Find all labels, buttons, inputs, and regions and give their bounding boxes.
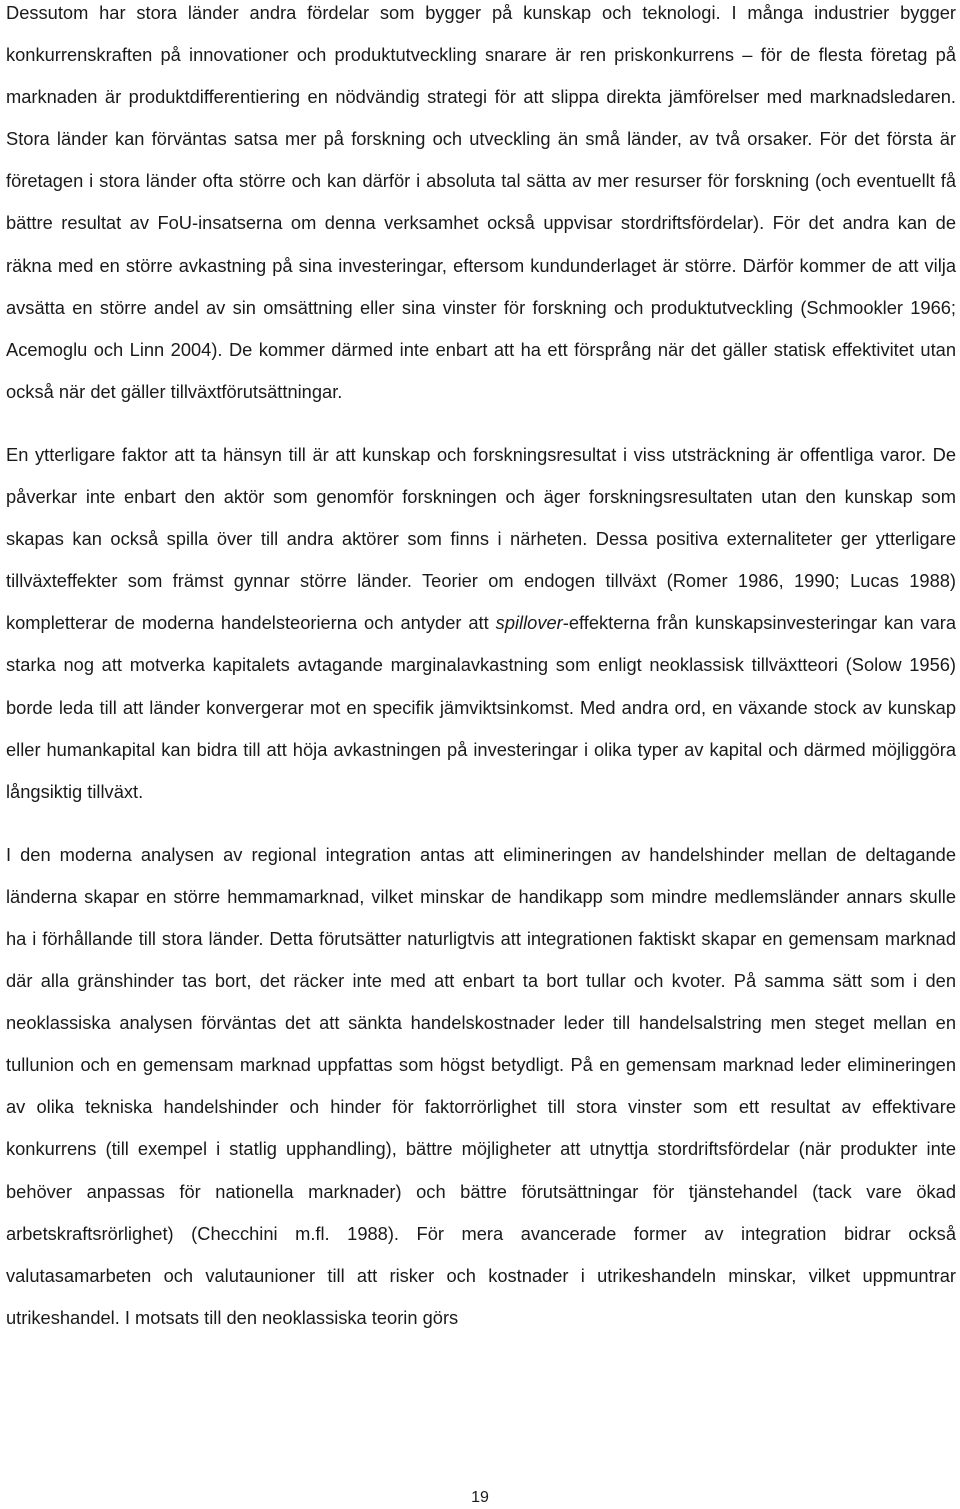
paragraph-large-countries-innovation [6, 0, 956, 413]
paragraph-text-after-italic: -effekterna från kunskapsinvesteringar kan vara starka nog att motverka kapitalets avtagande marginalavkastning som enligt neoklassisk tillväxtteori (Solow 1956) borde leda till att länder konvergerar mot en specifik jämviktsinkomst. Med andra ord, en växande stock av kunskap eller humankapital kan bidra till att höja avkastningen på investeringar i olika typer av kapital och därmed möjliggöra långsiktig tillväxt. [6, 612, 957, 802]
paragraph-text: I den moderna analysen av regional integration antas att elimineringen av handelshinder mellan de deltagande länderna skapar en större hemmamarknad, vilket minskar de handikapp som mindre medlemsländer annars skulle ha i förhållande till stora länder. Detta förutsätter naturligtvis att integrationen faktiskt skapar en gemensam marknad där alla gränshinder tas bort, det räcker inte med att enbart ta bort tullar och kvoter. På samma sätt som i den neoklassiska analysen förväntas det att sänkta handelskostnader leder till handelsalstring men steget mellan en tullunion och en gemensam marknad uppfattas som högst betydligt. På en gemensam marknad leder elimineringen av olika tekniska handelshinder och hinder för faktorrörlighet till stora vinster som ett resultat av effektivare konkurrens (till exempel i statlig upphandling), bättre möjligheter att utnyttja stordriftsfördelar (när produkter inte behöver anpassas för nationella marknader) och bättre förutsättningar för tjänstehandel (tack vare ökad arbetskraftsrörlighet) (Checchini m.fl. 1988). För mera avancerade former av integration bidrar också valutasamarbeten och valutaunioner till att risker och kostnader i utrikeshandeln minskar, vilket uppmuntrar utrikeshandel. I motsats till den neoklassiska teorin görs [6, 843, 956, 1328]
italic-term-spillover: spillover [495, 612, 563, 634]
document-page [6, 0, 956, 1339]
paragraph-text: Dessutom har stora länder andra fördelar som bygger på kunskap och teknologi. I många industrier bygger konkurrenskraften på innovationer och produktutveckling snarare är ren priskonkurrens – för de flesta företag på marknaden är produktdifferentiering en nödvändig strategi för att slippa direkta jämförelser med marknadsledaren. Stora länder kan förväntas satsa mer på forskning och utveckling än små länder, av två orsaker. För det första är företagen i stora länder ofta större och kan därför i absoluta tal sätta av mer resurser för forskning (och eventuellt få bättre resultat av FoU-insatserna om denna verksamhet också uppvisar stordriftsfördelar). För det andra kan de räkna med en större avkastning på sina investeringar, eftersom kundunderlaget är större. Därför kommer de att vilja avsätta en större andel av sin omsättning eller sina vinster för forskning och produktutveckling (Schmookler 1966; Acemoglu och Linn 2004). De kommer därmed inte enbart att ha ett försprång när det gäller statisk effektivitet utan också när det gäller tillväxtförutsättningar. [6, 2, 956, 402]
paragraph-knowledge-spillovers [6, 434, 956, 813]
paragraph-regional-integration [6, 834, 956, 1339]
paragraph-text-before-italic: En ytterligare faktor att ta hänsyn till är att kunskap och forskningsresultat i viss utsträckning är offentliga varor. De påverkar inte enbart den aktör som genomför forskningen och äger forskningsresultaten utan den kunskap som skapas kan också spilla över till andra aktörer som finns i närheten. Dessa positiva externaliteter ger ytterligare tillväxteffekter som främst gynnar större länder. Teorier om endogen tillväxt (Romer 1986, 1990; Lucas 1988) kompletterar de moderna handelsteorierna och antyder att [6, 443, 956, 634]
page-number: 19 [471, 1489, 489, 1506]
